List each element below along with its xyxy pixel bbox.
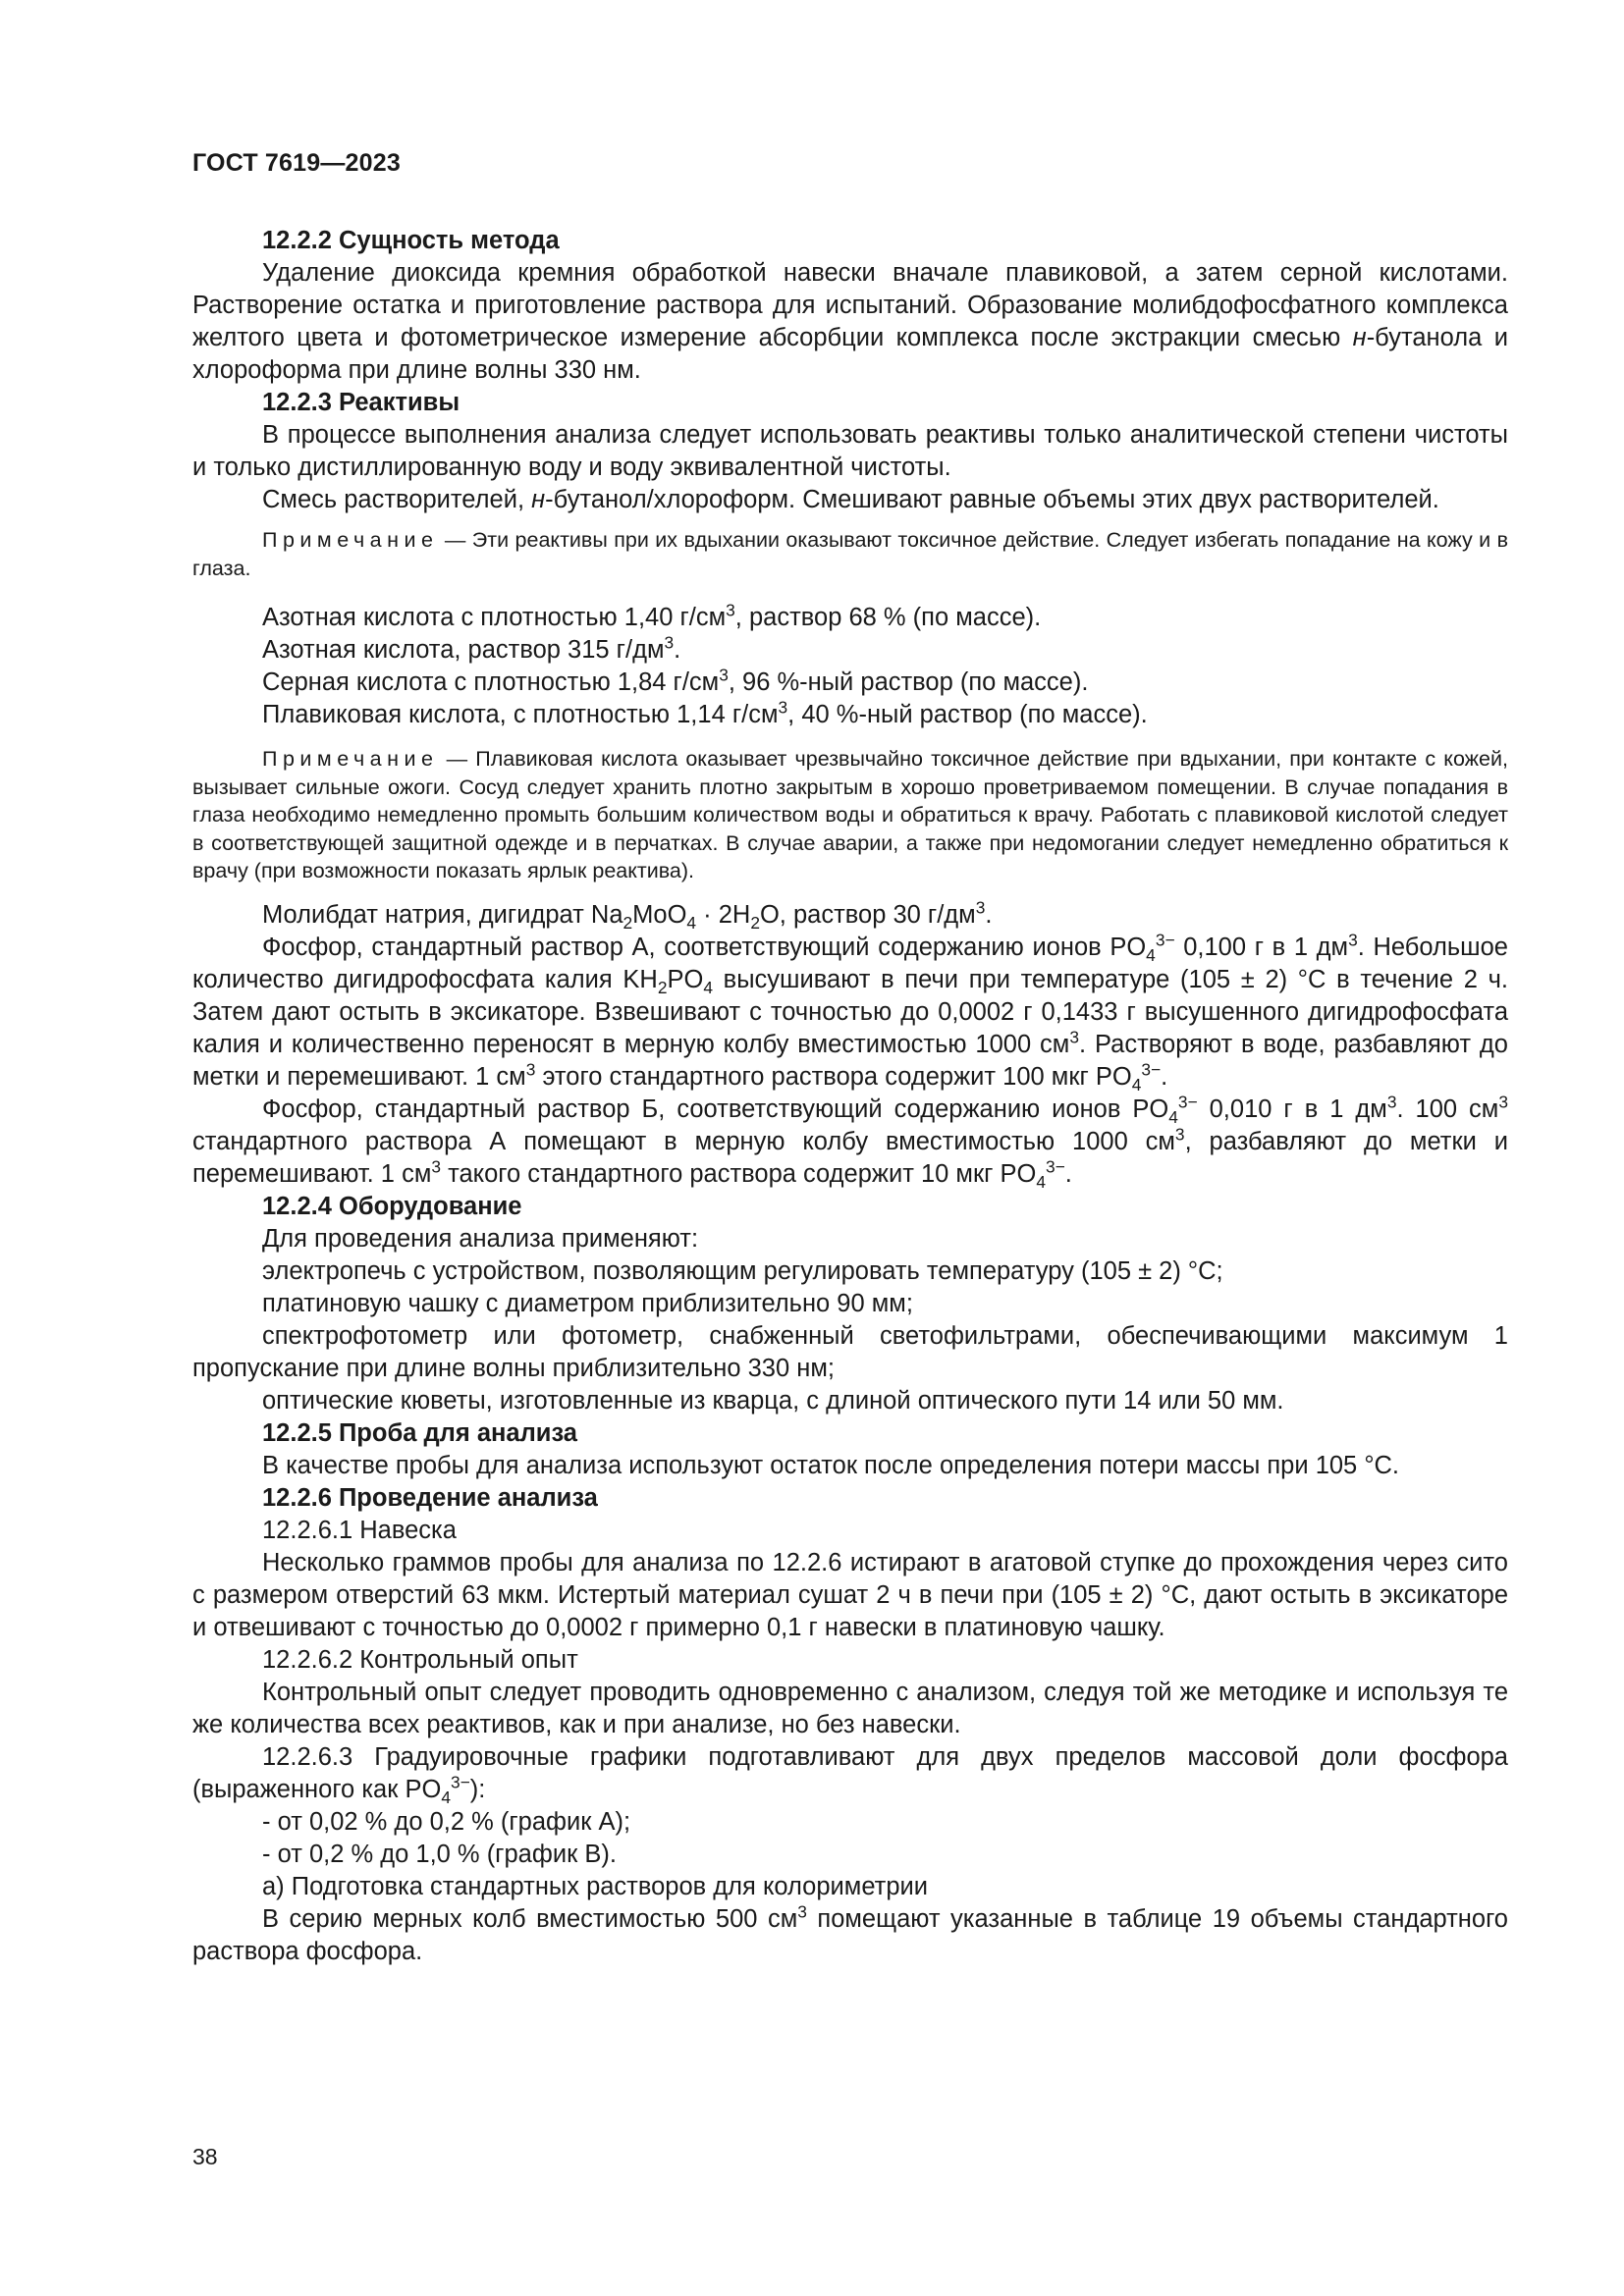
paragraph [192, 1644, 1508, 1677]
section-heading: 12.2.2 Сущность метода [262, 227, 560, 254]
note-paragraph [192, 745, 1508, 885]
text-run: 4 [686, 912, 697, 933]
text-run: Смесь растворителей, [262, 486, 532, 513]
text-run: 4 [1131, 1074, 1142, 1095]
text-run: электропечь с устройством, позволяющим регулировать температуру (105 ± 2) °C; [262, 1256, 1223, 1285]
paragraph [192, 1320, 1508, 1385]
text-run: MoO [632, 900, 687, 929]
text-run: . Небольшое количество дигидрофосфата калия KH [192, 933, 1508, 993]
text-run: 4 [1036, 1171, 1046, 1192]
text-run: 3 [797, 1901, 807, 1921]
text-run: 4 [1168, 1106, 1178, 1127]
text-run: В качестве пробы для анализа используют остаток после определения потери массы при 105 °C. [262, 1451, 1400, 1479]
text-run: 3− [450, 1772, 470, 1791]
text-run: 2 [750, 912, 760, 933]
paragraph [192, 257, 1508, 387]
text-run: -бутанол/хлороформ. Смешивают равные объемы этих двух растворителей. [545, 486, 1439, 513]
text-run: Серная кислота с плотностью 1,84 г/см [262, 668, 720, 696]
text-run: - от 0,02 % до 0,2 % (график А); [262, 1807, 631, 1836]
text-run: помещают указанные в таблице 19 объемы стандартного раствора фосфора. [192, 1904, 1508, 1965]
text-run: В серию мерных колб вместимостью 500 см [262, 1904, 798, 1933]
document-header: ГОСТ 7619—2023 [192, 149, 401, 177]
text-run: 3− [1155, 930, 1175, 949]
paragraph [192, 1094, 1508, 1191]
paragraph [192, 1385, 1508, 1417]
text-run: Для проведения анализа применяют: [262, 1224, 699, 1253]
text-run: 3 [431, 1156, 441, 1176]
text-run: - от 0,2 % до 1,0 % (график В). [262, 1840, 617, 1868]
text-run: . [1161, 1062, 1168, 1091]
page-number: 38 [192, 2144, 218, 2169]
text-run: стандартного раствора А помещают в мерную колбу вместимостью 1000 см [192, 1127, 1175, 1155]
text-run: O, раствор 30 г/дм [759, 900, 976, 929]
text-run: , 40 %-ный раствор (по массе). [787, 701, 1148, 728]
text-run: платиновую чашку с диаметром приблизительно 90 мм; [262, 1289, 913, 1317]
text-run: 3 [1386, 1092, 1397, 1111]
text-run: , 96 %-ный раствор (по массе). [728, 668, 1089, 696]
note-paragraph [192, 526, 1508, 582]
paragraph [192, 1547, 1508, 1644]
text-run: Азотная кислота, раствор 315 г/дм [262, 636, 665, 664]
text-run: Азотная кислота с плотностью 1,40 г/см [262, 604, 727, 631]
paragraph [192, 419, 1508, 484]
text-run: оптические кюветы, изготовленные из кварца, с длиной оптического пути 14 или 50 мм. [262, 1386, 1284, 1415]
paragraph [192, 1223, 1508, 1255]
paragraph [192, 1288, 1508, 1320]
text-run: н [531, 486, 546, 513]
text-run: 3 [719, 665, 729, 685]
text-run: Фосфор, стандартный раствор Б, соответствующий содержанию ионов PO [262, 1095, 1169, 1123]
section-heading: 12.2.3 Реактивы [262, 389, 460, 416]
text-run: , разбавляют до метки и перемешивают. 1 см [192, 1127, 1508, 1188]
paragraph [192, 932, 1508, 1094]
text-run: 3− [1141, 1059, 1162, 1079]
paragraph [192, 1839, 1508, 1871]
text-run: , раствор 68 % (по массе). [734, 604, 1042, 631]
text-run: 12.2.6.3 Градуировочные графики подготавливают для двух пределов массовой доли фосфора (выраженного как PO [192, 1742, 1508, 1803]
text-run: Фосфор, стандартный раствор А, соответствующий содержанию ионов PO [262, 933, 1147, 961]
note-label: Примечание [262, 747, 439, 771]
text-run: -бутанола и хлороформа при длине волны 330 нм. [192, 324, 1508, 384]
text-run: 3 [525, 1059, 536, 1079]
paragraph [192, 1741, 1508, 1806]
text-run: 3 [1498, 1092, 1508, 1111]
section-heading: 12.2.6 Проведение анализа [262, 1483, 598, 1512]
text-run: 4 [1146, 944, 1156, 965]
paragraph [192, 1871, 1508, 1903]
text-run: · 2H [696, 900, 751, 929]
text-run: 0,010 г в 1 дм [1197, 1095, 1387, 1123]
text-run: 3 [778, 697, 788, 718]
text-run: Контрольный опыт следует проводить одновременно с анализом, следуя той же методике и используя те же количества всех реактивов, как и при анализе, но без навески. [192, 1678, 1508, 1738]
text-run: 3 [975, 897, 986, 917]
paragraph [192, 602, 1508, 634]
section-heading: 12.2.4 Оборудование [262, 1192, 522, 1220]
text-run: . [674, 636, 681, 664]
paragraph [192, 1903, 1508, 1968]
text-run: . Растворяют в воде, разбавляют до метки и перемешивают. 1 см [192, 1030, 1508, 1091]
document-body [192, 225, 1508, 1968]
text-run: — Плавиковая кислота оказывает чрезвычайно токсичное действие при вдыхании, при контакте с кожей, вызывает сильные ожоги. Сосуд следует хранить плотно закрытым в хорошо проветриваемом помещении. В случае попадания в глаза необходимо немедленно промыть большим количеством воды и обратиться к врачу. Работать с плавиковой кислотой следует в соответствующей защитной одежде и в перчатках. В случае аварии, а также при недомогании следует немедленно обратиться к врачу (при возможности показать ярлык реактива). [192, 747, 1508, 882]
text-run: 3− [1177, 1092, 1198, 1111]
paragraph [192, 1515, 1508, 1547]
text-run: 4 [441, 1787, 451, 1807]
text-run: — Эти реактивы при их вдыхании оказывают токсичное действие. Следует избегать попадание на кожу и в глаза. [192, 528, 1508, 580]
text-run: 3 [664, 632, 675, 653]
text-run: 3 [1348, 930, 1358, 949]
paragraph [192, 699, 1508, 731]
text-run: спектрофотометр или фотометр, снабженный светофильтрами, обеспечивающими максимум 1 пропускание при длине волны приблизительно 330 нм; [192, 1321, 1508, 1382]
text-run: В процессе выполнения анализа следует использовать реактивы только аналитической степени чистоты и только дистиллированную воду и воду эквивалентной чистоты. [192, 421, 1508, 481]
text-run: 2 [657, 977, 668, 997]
paragraph [192, 484, 1508, 516]
text-run: Несколько граммов пробы для анализа по 12.2.6 истирают в агатовой ступке до прохождения через сито с размером отверстий 63 мкм. Истертый материал сушат 2 ч в печи при (105 ± 2) °C, дают остыть в эксикаторе и отвешивают с точностью до 0,0002 г примерно 0,1 г навески в платиновую чашку. [192, 1548, 1508, 1641]
paragraph [192, 899, 1508, 932]
text-run: такого стандартного раствора содержит 10 мкг PO [441, 1159, 1037, 1188]
text-run: Удаление диоксида кремния обработкой навески вначале плавиковой, а затем серной кислотами. Растворение остатка и приготовление раствора для испытаний. Образование молибдофосфатного комплекса желтого цвета и фотометрическое измерение абсорбции комплекса после экстракции смесью [192, 259, 1508, 351]
text-run: высушивают в печи при температуре (105 ± 2) °C в течение 2 ч. Затем дают остыть в эксикаторе. Взвешивают с точностью до 0,0002 г 0,1433 г высушенного дигидрофосфата калия и количественно переносят в мерную колбу вместимостью 1000 см [192, 965, 1508, 1058]
text-run: 12.2.6.2 Контрольный опыт [262, 1645, 578, 1674]
paragraph [192, 1806, 1508, 1839]
text-run: 2 [623, 912, 633, 933]
text-run: PO [667, 965, 704, 993]
paragraph [192, 634, 1508, 667]
text-run: 3 [726, 600, 735, 620]
paragraph [192, 1450, 1508, 1482]
section-heading: 12.2.5 Проба для анализа [262, 1418, 577, 1447]
paragraph [192, 667, 1508, 699]
text-run: 3 [1174, 1124, 1185, 1144]
note-label: Примечание [262, 528, 439, 552]
text-run: н [1352, 324, 1367, 351]
text-run: ): [469, 1775, 486, 1803]
text-run: Молибдат натрия, дигидрат Na [262, 900, 623, 929]
text-run: . 100 см [1396, 1095, 1499, 1123]
paragraph [192, 1255, 1508, 1288]
paragraph [192, 1677, 1508, 1741]
text-run: 0,100 г в 1 дм [1174, 933, 1349, 961]
text-run: 4 [703, 977, 713, 997]
text-run: этого стандартного раствора содержит 100 мкг PO [535, 1062, 1132, 1091]
text-run: . [985, 900, 993, 929]
text-run: . [1064, 1159, 1072, 1188]
text-run: 12.2.6.1 Навеска [262, 1516, 457, 1544]
text-run: 3 [1069, 1027, 1079, 1046]
text-run: Плавиковая кислота, с плотностью 1,14 г/см [262, 701, 779, 728]
text-run: а) Подготовка стандартных растворов для колориметрии [262, 1872, 929, 1900]
text-run: 3− [1046, 1156, 1065, 1176]
